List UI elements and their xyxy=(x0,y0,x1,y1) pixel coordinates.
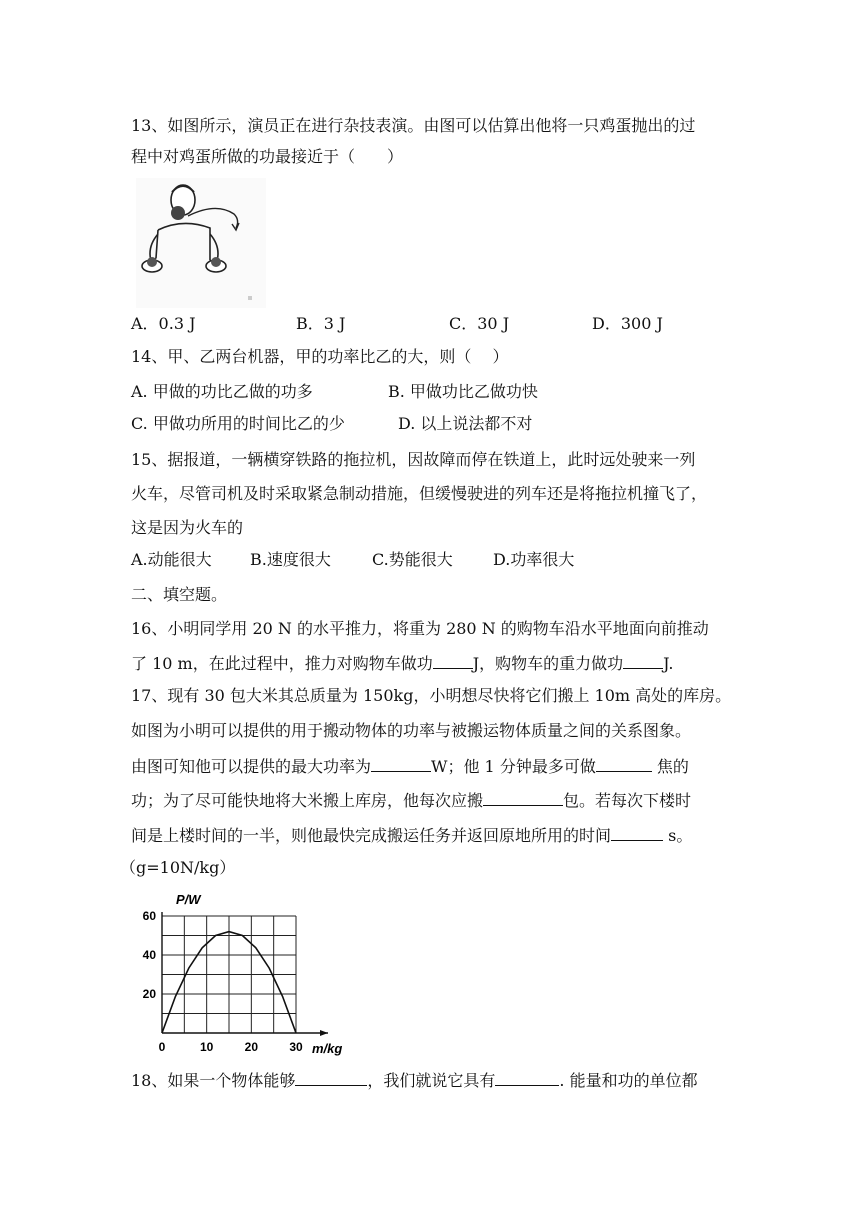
q17-l3-part-b: W；他 1 分钟最多可做 xyxy=(431,757,596,776)
chart-ticks xyxy=(143,909,303,1054)
q17-blank-work[interactable] xyxy=(596,755,652,772)
chart-y-label: P/W xyxy=(176,892,201,907)
q16-blank-1[interactable] xyxy=(433,652,473,669)
q18-part-a: 18、如果一个物体能够 xyxy=(131,1071,296,1090)
q14-option-a[interactable]: A. 甲做的功比乙做的功多 xyxy=(131,382,313,401)
q16-blank-2[interactable] xyxy=(623,652,663,669)
q14-option-d[interactable]: D. 以上说法都不对 xyxy=(398,414,533,433)
x-tick-label: 20 xyxy=(244,1040,259,1054)
q15-text-line3: 这是因为火车的 xyxy=(131,518,244,537)
q17-l5-part-a: 间是上楼时间的一半，则他最快完成搬运任务并返回原地所用的时间 xyxy=(131,826,612,845)
q13-option-c[interactable]: C．30 J xyxy=(449,314,510,333)
x-tick-label: 10 xyxy=(199,1040,214,1054)
q17-text-line5 xyxy=(131,824,692,846)
q13-text-line1: 13、如图所示，演员正在进行杂技表演。由图可以估算出他将一只鸡蛋抛出的过 xyxy=(131,116,696,135)
q18-part-c: . 能量和功的单位都 xyxy=(559,1071,698,1090)
q15-option-b[interactable]: B.速度很大 xyxy=(250,550,331,569)
q16-text-line2 xyxy=(131,652,673,674)
x-tick-label: 30 xyxy=(289,1040,303,1054)
q17-l3-part-c: 焦的 xyxy=(651,757,689,776)
q15-text-line1: 15、据报道，一辆横穿铁路的拖拉机，因故障而停在铁道上，此时远处驶来一列 xyxy=(131,450,696,469)
q17-text-line2: 如图为小明可以提供的用于搬动物体的功率与被搬运物体质量之间的关系图象。 xyxy=(131,721,692,740)
y-tick-label: 40 xyxy=(142,948,156,962)
q15-option-d[interactable]: D.功率很大 xyxy=(493,550,575,569)
q17-text-line4 xyxy=(131,789,691,811)
q16-text-line1: 16、小明同学用 20 N 的水平推力，将重为 280 N 的购物车沿水平地面向前推动 xyxy=(131,619,709,638)
q13-option-d[interactable]: D．300 J xyxy=(592,314,663,333)
q14-text: 14、甲、乙两台机器，甲的功率比乙的大，则（ ） xyxy=(131,347,509,366)
q17-blank-max-power[interactable] xyxy=(371,755,431,772)
chart-grid xyxy=(162,916,296,1033)
q15-option-a[interactable]: A.动能很大 xyxy=(131,550,212,569)
q16-text-part-a: 了 10 m，在此过程中，推力对购物车做功 xyxy=(131,654,433,673)
q17-text-line6: （g=10N/kg） xyxy=(120,858,236,877)
q17-text-line1: 17、现有 30 包大米其总质量为 150kg，小明想尽快将它们搬上 10m 高处的库房。 xyxy=(131,686,732,705)
q15-option-c[interactable]: C.势能很大 xyxy=(372,550,453,569)
q14-option-b[interactable]: B. 甲做功比乙做功快 xyxy=(388,382,538,401)
q13-text-line2: 程中对鸡蛋所做的功最接近于（ ） xyxy=(131,147,404,166)
q16-text-part-c: J. xyxy=(663,654,674,673)
juggler-illustration xyxy=(136,178,266,308)
q17-l4-part-a: 功；为了尽可能快地将大米搬上库房，他每次应搬 xyxy=(131,791,484,810)
y-tick-label: 20 xyxy=(142,987,156,1001)
q17-blank-bags[interactable] xyxy=(483,789,563,806)
q18-blank-1[interactable] xyxy=(295,1069,367,1086)
power-mass-chart xyxy=(136,888,356,1060)
q13-option-b[interactable]: B．3 J xyxy=(296,314,346,333)
q15-text-line2: 火车，尽管司机及时采取紧急制动措施，但缓慢驶进的列车还是将拖拉机撞飞了， xyxy=(131,484,708,503)
q13-option-a[interactable]: A．0.3 J xyxy=(131,314,196,333)
q17-l5-part-b: s。 xyxy=(663,826,693,845)
q18-part-b: ，我们就说它具有 xyxy=(367,1071,496,1090)
q17-l4-part-b: 包。若每次下楼时 xyxy=(563,791,692,810)
q17-l3-part-a: 由图可知他可以提供的最大功率为 xyxy=(131,757,372,776)
y-tick-label: 60 xyxy=(142,909,156,923)
q18-text-line1 xyxy=(131,1069,698,1091)
q18-blank-2[interactable] xyxy=(495,1069,559,1086)
q14-option-c[interactable]: C. 甲做功所用的时间比乙的少 xyxy=(131,414,345,433)
section-heading-fill-blank: 二、填空题。 xyxy=(131,585,228,604)
x-tick-label: 0 xyxy=(158,1040,166,1054)
x-axis-arrow xyxy=(320,1030,328,1036)
q16-text-part-b: J，购物车的重力做功 xyxy=(472,654,624,673)
q17-blank-time[interactable] xyxy=(611,824,663,841)
q17-text-line3 xyxy=(131,755,689,777)
chart-x-label: m/kg xyxy=(312,1041,343,1056)
